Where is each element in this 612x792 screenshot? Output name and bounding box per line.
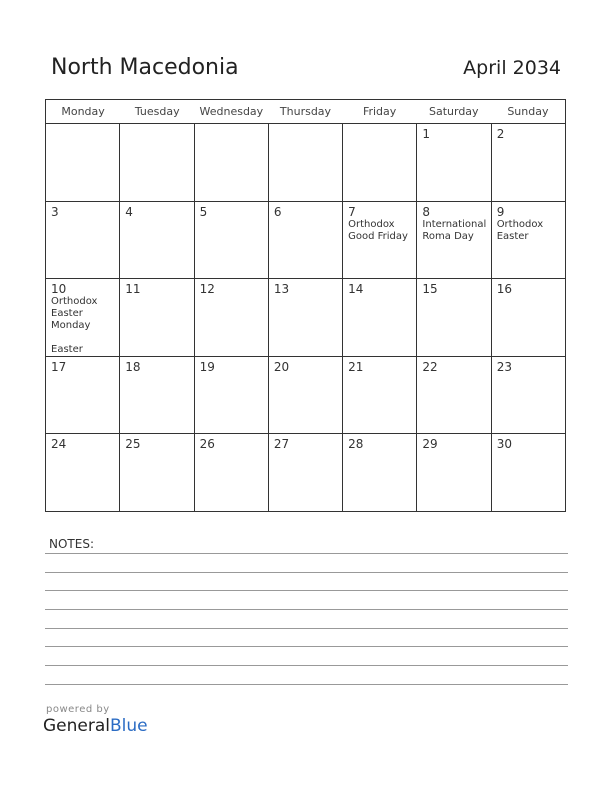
day-number: 17 (51, 359, 67, 374)
day-number: 29 (422, 437, 438, 451)
day-cell (269, 202, 343, 279)
day-cell (269, 124, 343, 201)
day-number: 27 (273, 437, 290, 451)
day-number: 9 (496, 204, 505, 219)
day-number: 22 (422, 359, 438, 374)
day-cell (120, 124, 194, 201)
day-cell (492, 202, 565, 279)
day-cell (195, 357, 269, 434)
day-cell (195, 434, 269, 512)
note-line (45, 590, 568, 591)
weekday-header-row (46, 100, 565, 124)
weeks-container (46, 124, 565, 512)
day-cell (492, 357, 565, 434)
day-cell (343, 357, 417, 434)
holiday-label: Orthodox Good Friday (348, 218, 408, 242)
week-row (46, 202, 565, 280)
brand-general-text: General (43, 716, 110, 736)
day-number: 7 (348, 204, 356, 219)
powered-by-text: powered by (46, 704, 110, 715)
day-number: 12 (199, 282, 215, 296)
day-number: 20 (273, 359, 290, 374)
day-cell (269, 357, 343, 434)
day-cell (343, 279, 417, 356)
note-line (45, 572, 568, 573)
holiday-label: International Roma Day (422, 218, 487, 242)
day-cell (417, 202, 491, 279)
weekday-header: Sunday (507, 105, 549, 118)
notes-label: NOTES: (49, 537, 94, 551)
day-number: 3 (51, 204, 59, 219)
day-number: 6 (273, 204, 282, 219)
day-number: 30 (496, 437, 512, 451)
note-line (45, 665, 568, 666)
note-line (45, 646, 568, 647)
day-number: 11 (125, 282, 141, 296)
day-number: 16 (496, 282, 512, 296)
day-cell (269, 434, 343, 512)
day-cell (195, 279, 269, 356)
week-row (46, 124, 565, 202)
day-number: 5 (199, 204, 208, 219)
day-cell (269, 279, 343, 356)
day-number: 28 (348, 437, 364, 451)
day-cell (120, 202, 194, 279)
weekday-header: Monday (61, 105, 105, 118)
day-number: 14 (348, 282, 364, 296)
note-line (45, 609, 568, 610)
calendar-grid (45, 99, 566, 512)
day-cell (46, 357, 120, 434)
weekday-header: Friday (362, 105, 397, 118)
holiday-label: Easter (51, 344, 83, 355)
note-line (45, 628, 568, 629)
day-cell (46, 124, 120, 201)
weekday-header: Saturday (428, 105, 479, 118)
day-cell (120, 434, 194, 512)
day-number: 8 (422, 204, 431, 219)
day-number: 1 (422, 127, 431, 141)
week-row (46, 357, 565, 435)
week-row (46, 279, 565, 357)
day-cell (195, 124, 269, 201)
day-cell (417, 434, 491, 512)
day-cell (195, 202, 269, 279)
note-line (45, 684, 568, 685)
day-cell (492, 434, 565, 512)
day-cell (417, 124, 491, 201)
holiday-label: Orthodox Easter Monday (51, 296, 98, 331)
country-title: North Macedonia (51, 55, 239, 80)
day-cell (46, 434, 120, 512)
day-cell (120, 279, 194, 356)
day-cell (120, 357, 194, 434)
day-number: 25 (125, 437, 141, 451)
day-number: 18 (125, 359, 141, 374)
day-number: 13 (273, 282, 290, 296)
day-number: 24 (51, 437, 67, 451)
day-cell (343, 202, 417, 279)
note-line (45, 553, 568, 554)
brand-blue-text: Blue (110, 716, 148, 736)
day-cell (492, 124, 565, 201)
day-cell (46, 279, 120, 356)
generalblue-logo (43, 716, 148, 736)
day-number: 23 (496, 359, 512, 374)
day-cell (417, 279, 491, 356)
day-number: 4 (125, 204, 133, 219)
weekday-header: Tuesday (134, 105, 180, 118)
weekday-header: Thursday (279, 105, 332, 118)
month-title: April 2034 (463, 57, 561, 79)
day-number: 21 (348, 359, 364, 374)
day-cell (417, 357, 491, 434)
day-number: 10 (51, 282, 67, 296)
day-cell (492, 279, 565, 356)
week-row (46, 434, 565, 512)
day-number: 26 (199, 437, 215, 451)
day-number: 15 (422, 282, 438, 296)
day-cell (343, 434, 417, 512)
day-cell (46, 202, 120, 279)
day-cell (343, 124, 417, 201)
day-number: 2 (496, 127, 505, 141)
day-number: 19 (199, 359, 215, 374)
weekday-header: Wednesday (199, 105, 264, 118)
holiday-label: Orthodox Easter (496, 218, 544, 242)
